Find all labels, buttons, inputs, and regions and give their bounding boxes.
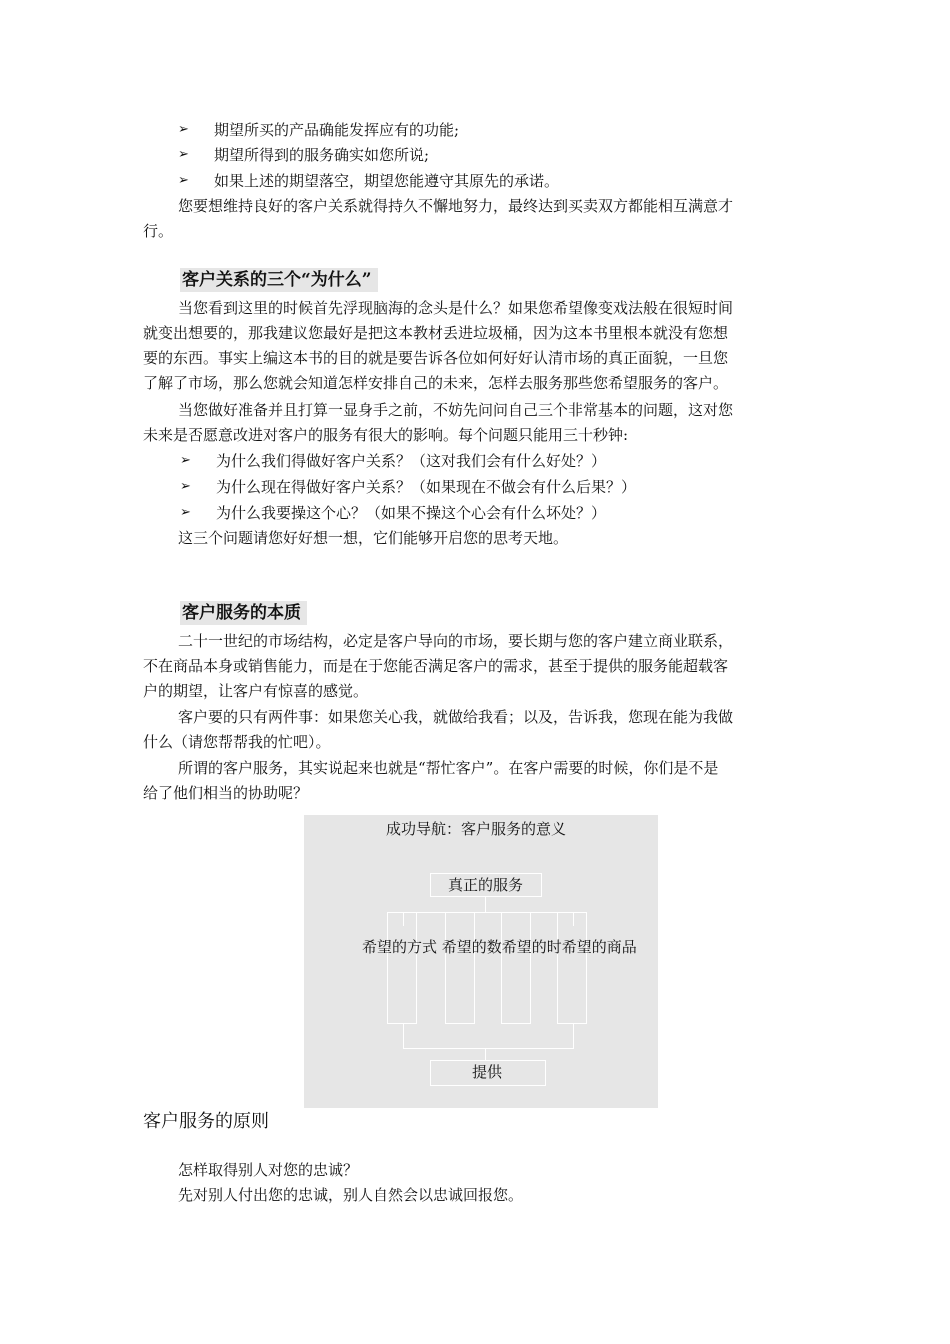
connector-line bbox=[485, 897, 486, 912]
paragraph-line: 当您做好准备并且打算一显身手之前，不妨先问问自己三个非常基本的问题，这对您 bbox=[178, 401, 734, 419]
diagram-branch-box bbox=[501, 912, 531, 1024]
connector-line bbox=[573, 1024, 574, 1048]
paragraph-line: 先对别人付出您的忠诚，别人自然会以忠诚回报您。 bbox=[178, 1186, 524, 1204]
list-item-text: 为什么现在得做好客户关系？（如果现在不做会有什么后果？） bbox=[216, 478, 637, 496]
diagram-branch-box bbox=[557, 912, 587, 1024]
list-item-text: 如果上述的期望落空，期望您能遵守其原先的承诺。 bbox=[214, 172, 560, 190]
arrow-bullet-icon: ➢ bbox=[180, 505, 191, 520]
paragraph-line: 二十一世纪的市场结构，必定是客户导向的市场，要长期与您的客户建立商业联系， bbox=[178, 632, 734, 650]
arrow-bullet-icon: ➢ bbox=[178, 147, 189, 162]
connector-line bbox=[573, 912, 574, 926]
section-heading: 客户服务的原则 bbox=[143, 1111, 269, 1132]
connector-line bbox=[403, 1024, 404, 1048]
paragraph-line: 就变出想要的，那我建议您最好是把这本教材丢进垃圾桶，因为这本书里根本就没有您想 bbox=[143, 324, 729, 342]
section-heading: 客户服务的本质 bbox=[180, 601, 307, 625]
diagram-title: 成功导航：客户服务的意义 bbox=[386, 820, 567, 838]
arrow-bullet-icon: ➢ bbox=[178, 122, 189, 137]
paragraph-line: 未来是否愿意改进对客户的服务有很大的影响。每个问题只能用三十秒钟: bbox=[143, 426, 629, 444]
paragraph-line: 给了他们相当的协助呢？ bbox=[143, 784, 309, 802]
diagram-middle-row: 希望的方式 希望的数希望的时希望的商品 bbox=[362, 938, 637, 956]
paragraph-line: 不在商品本身或销售能力，而是在于您能否满足客户的需求，甚至于提供的服务能超载客 bbox=[143, 657, 729, 675]
paragraph-line: 当您看到这里的时候首先浮现脑海的念头是什么？如果您希望像变戏法般在很短时间 bbox=[178, 299, 734, 317]
paragraph-line: 要的东西。事实上编这本书的目的就是要告诉各位如何好好认清市场的真正面貌，一旦您 bbox=[143, 349, 729, 367]
diagram-branch-box bbox=[445, 912, 475, 1024]
connector-line bbox=[403, 912, 404, 926]
paragraph-line: 怎样取得别人对您的忠诚？ bbox=[178, 1161, 359, 1179]
list-item-text: 为什么我们得做好客户关系？（这对我们会有什么好处？） bbox=[216, 452, 607, 470]
connector-line bbox=[485, 1048, 486, 1060]
list-item-text: 为什么我要操这个心？（如果不操这个心会有什么坏处？） bbox=[216, 504, 607, 522]
paragraph-line: 什么（请您帮帮我的忙吧）。 bbox=[143, 733, 331, 751]
paragraph-line: 您要想维持良好的客户关系就得持久不懈地努力，最终达到买卖双方都能相互满意才 bbox=[178, 197, 734, 215]
connector-line bbox=[403, 1048, 574, 1049]
paragraph-line: 户的期望，让客户有惊喜的感觉。 bbox=[143, 682, 369, 700]
arrow-bullet-icon: ➢ bbox=[180, 453, 191, 468]
diagram-branch-box bbox=[387, 912, 417, 1024]
list-item-text: 期望所买的产品确能发挥应有的功能; bbox=[214, 121, 460, 139]
arrow-bullet-icon: ➢ bbox=[178, 173, 189, 188]
paragraph-line: 所谓的客户服务，其实说起来也就是“帮忙客户”。在客户需要的时候，你们是不是 bbox=[178, 759, 719, 777]
paragraph-line: 这三个问题请您好好想一想，它们能够开启您的思考天地。 bbox=[178, 529, 569, 547]
paragraph-line: 客户要的只有两件事：如果您关心我，就做给我看；以及，告诉我，您现在能为我做 bbox=[178, 708, 734, 726]
section-heading: 客户关系的三个“为什么” bbox=[180, 268, 378, 292]
diagram-bottom-label: 提供 bbox=[472, 1063, 503, 1081]
paragraph-line: 了解了市场，那么您就会知道怎样安排自己的未来，怎样去服务那些您希望服务的客户。 bbox=[143, 374, 729, 392]
diagram-top-label: 真正的服务 bbox=[448, 876, 524, 894]
service-meaning-diagram bbox=[304, 815, 658, 1108]
list-item-text: 期望所得到的服务确实如您所说; bbox=[214, 146, 430, 164]
arrow-bullet-icon: ➢ bbox=[180, 479, 191, 494]
connector-line bbox=[403, 912, 574, 913]
paragraph-line: 行。 bbox=[143, 222, 174, 240]
